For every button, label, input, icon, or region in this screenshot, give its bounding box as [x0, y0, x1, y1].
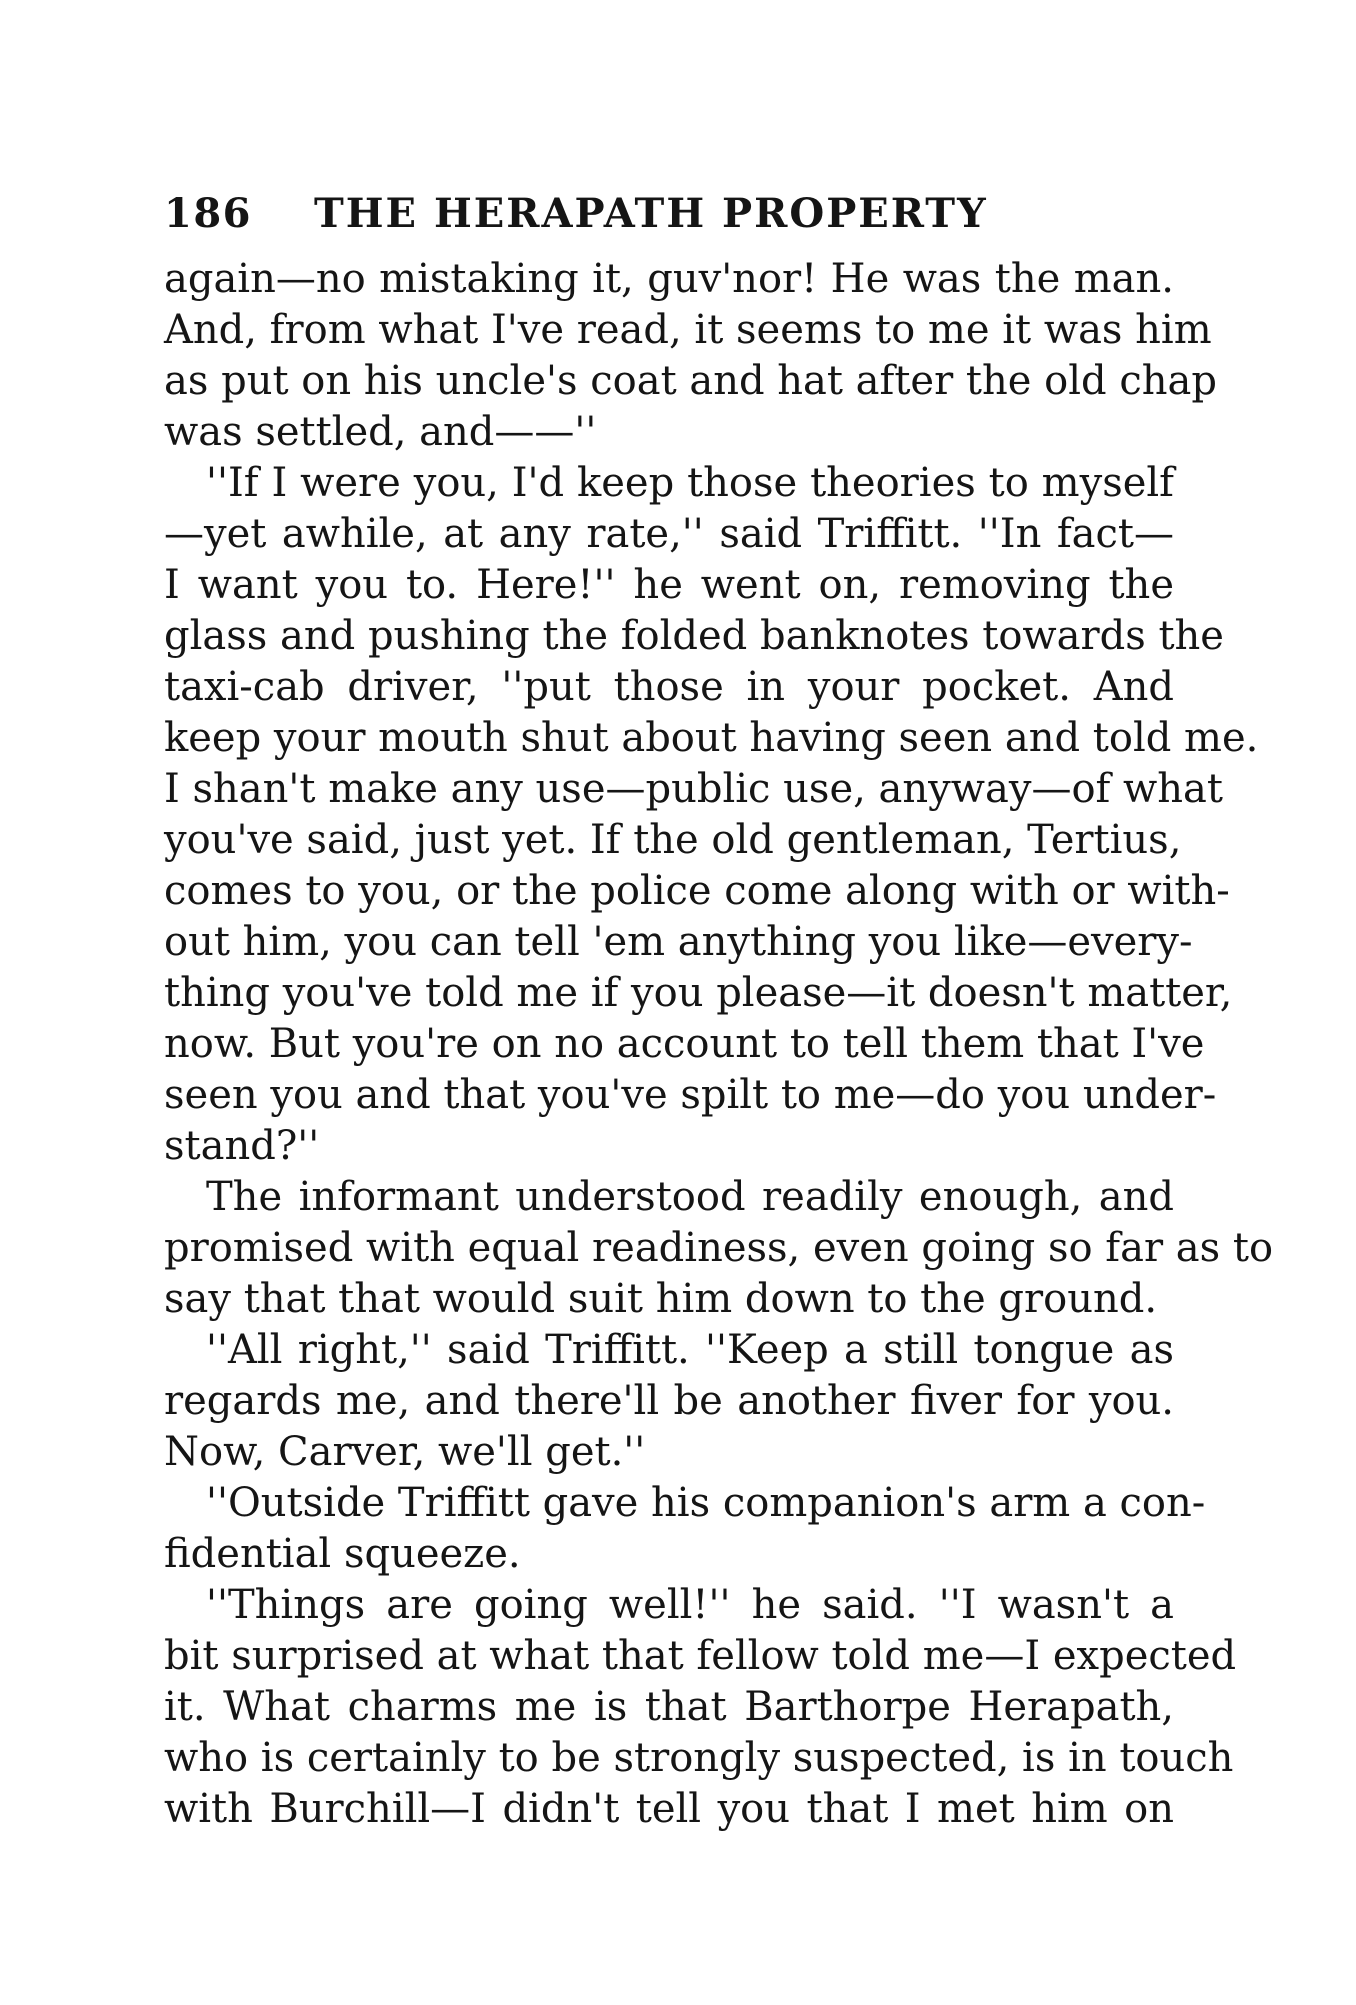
- text-line: now. But you're on no account to tell them that I've: [164, 1021, 1205, 1067]
- text-line: out him, you can tell 'em anything you like—every-: [164, 919, 1193, 965]
- text-line: seen you and that you've spilt to me—do you under-: [164, 1072, 1217, 1118]
- text-line: glass and pushing the folded banknotes towards the: [164, 613, 1224, 659]
- text-line: ''Things are going well!'' he said. ''I wasn't a: [206, 1582, 1174, 1628]
- text-line: regards me, and there'll be another fiver for you.: [164, 1378, 1174, 1424]
- running-title: THE HERAPATH PROPERTY: [314, 190, 988, 237]
- text-line: ''All right,'' said Triffitt. ''Keep a still tongue as: [206, 1327, 1174, 1373]
- body-text: [164, 254, 1274, 1835]
- text-line: again—no mistaking it, guv'nor! He was the man.: [164, 256, 1174, 302]
- text-line: it. What charms me is that Barthorpe Herapath,: [164, 1684, 1174, 1730]
- text-line: ''If I were you, I'd keep those theories to myself: [206, 460, 1174, 506]
- book-page: [164, 190, 1274, 1835]
- text-line: say that that would suit him down to the ground.: [164, 1276, 1158, 1322]
- text-line: fidential squeeze.: [164, 1531, 521, 1577]
- text-line: bit surprised at what that fellow told me—I expected: [164, 1633, 1237, 1679]
- text-line: I want you to. Here!'' he went on, removing the: [164, 562, 1174, 608]
- text-line: keep your mouth shut about having seen and told me.: [164, 715, 1259, 761]
- text-line: promised with equal readiness, even going so far as to: [164, 1225, 1274, 1271]
- text-line: who is certainly to be strongly suspected, is in touch: [164, 1735, 1234, 1781]
- text-line: was settled, and——'': [164, 409, 597, 455]
- text-line: as put on his uncle's coat and hat after the old chap: [164, 358, 1217, 404]
- text-line: —yet awhile, at any rate,'' said Triffitt. ''In fact—: [164, 511, 1174, 557]
- text-line: I shan't make any use—public use, anyway—of what: [164, 766, 1223, 812]
- text-line: you've said, just yet. If the old gentleman, Tertius,: [164, 817, 1182, 863]
- text-line: ''Outside Triffitt gave his companion's arm a con-: [206, 1480, 1206, 1526]
- text-line: taxi-cab driver, ''put those in your pocket. And: [164, 664, 1174, 710]
- text-line: thing you've told me if you please—it doesn't matter,: [164, 970, 1233, 1016]
- page-header: [164, 190, 1174, 252]
- text-line: The informant understood readily enough, and: [206, 1174, 1174, 1220]
- page-number: 186: [164, 190, 252, 237]
- text-line: Now, Carver, we'll get.'': [164, 1429, 646, 1475]
- text-line: And, from what I've read, it seems to me it was him: [164, 307, 1212, 353]
- text-line: with Burchill—I didn't tell you that I met him on: [164, 1786, 1174, 1832]
- text-line: comes to you, or the police come along with or with-: [164, 868, 1230, 914]
- text-line: stand?'': [164, 1123, 320, 1169]
